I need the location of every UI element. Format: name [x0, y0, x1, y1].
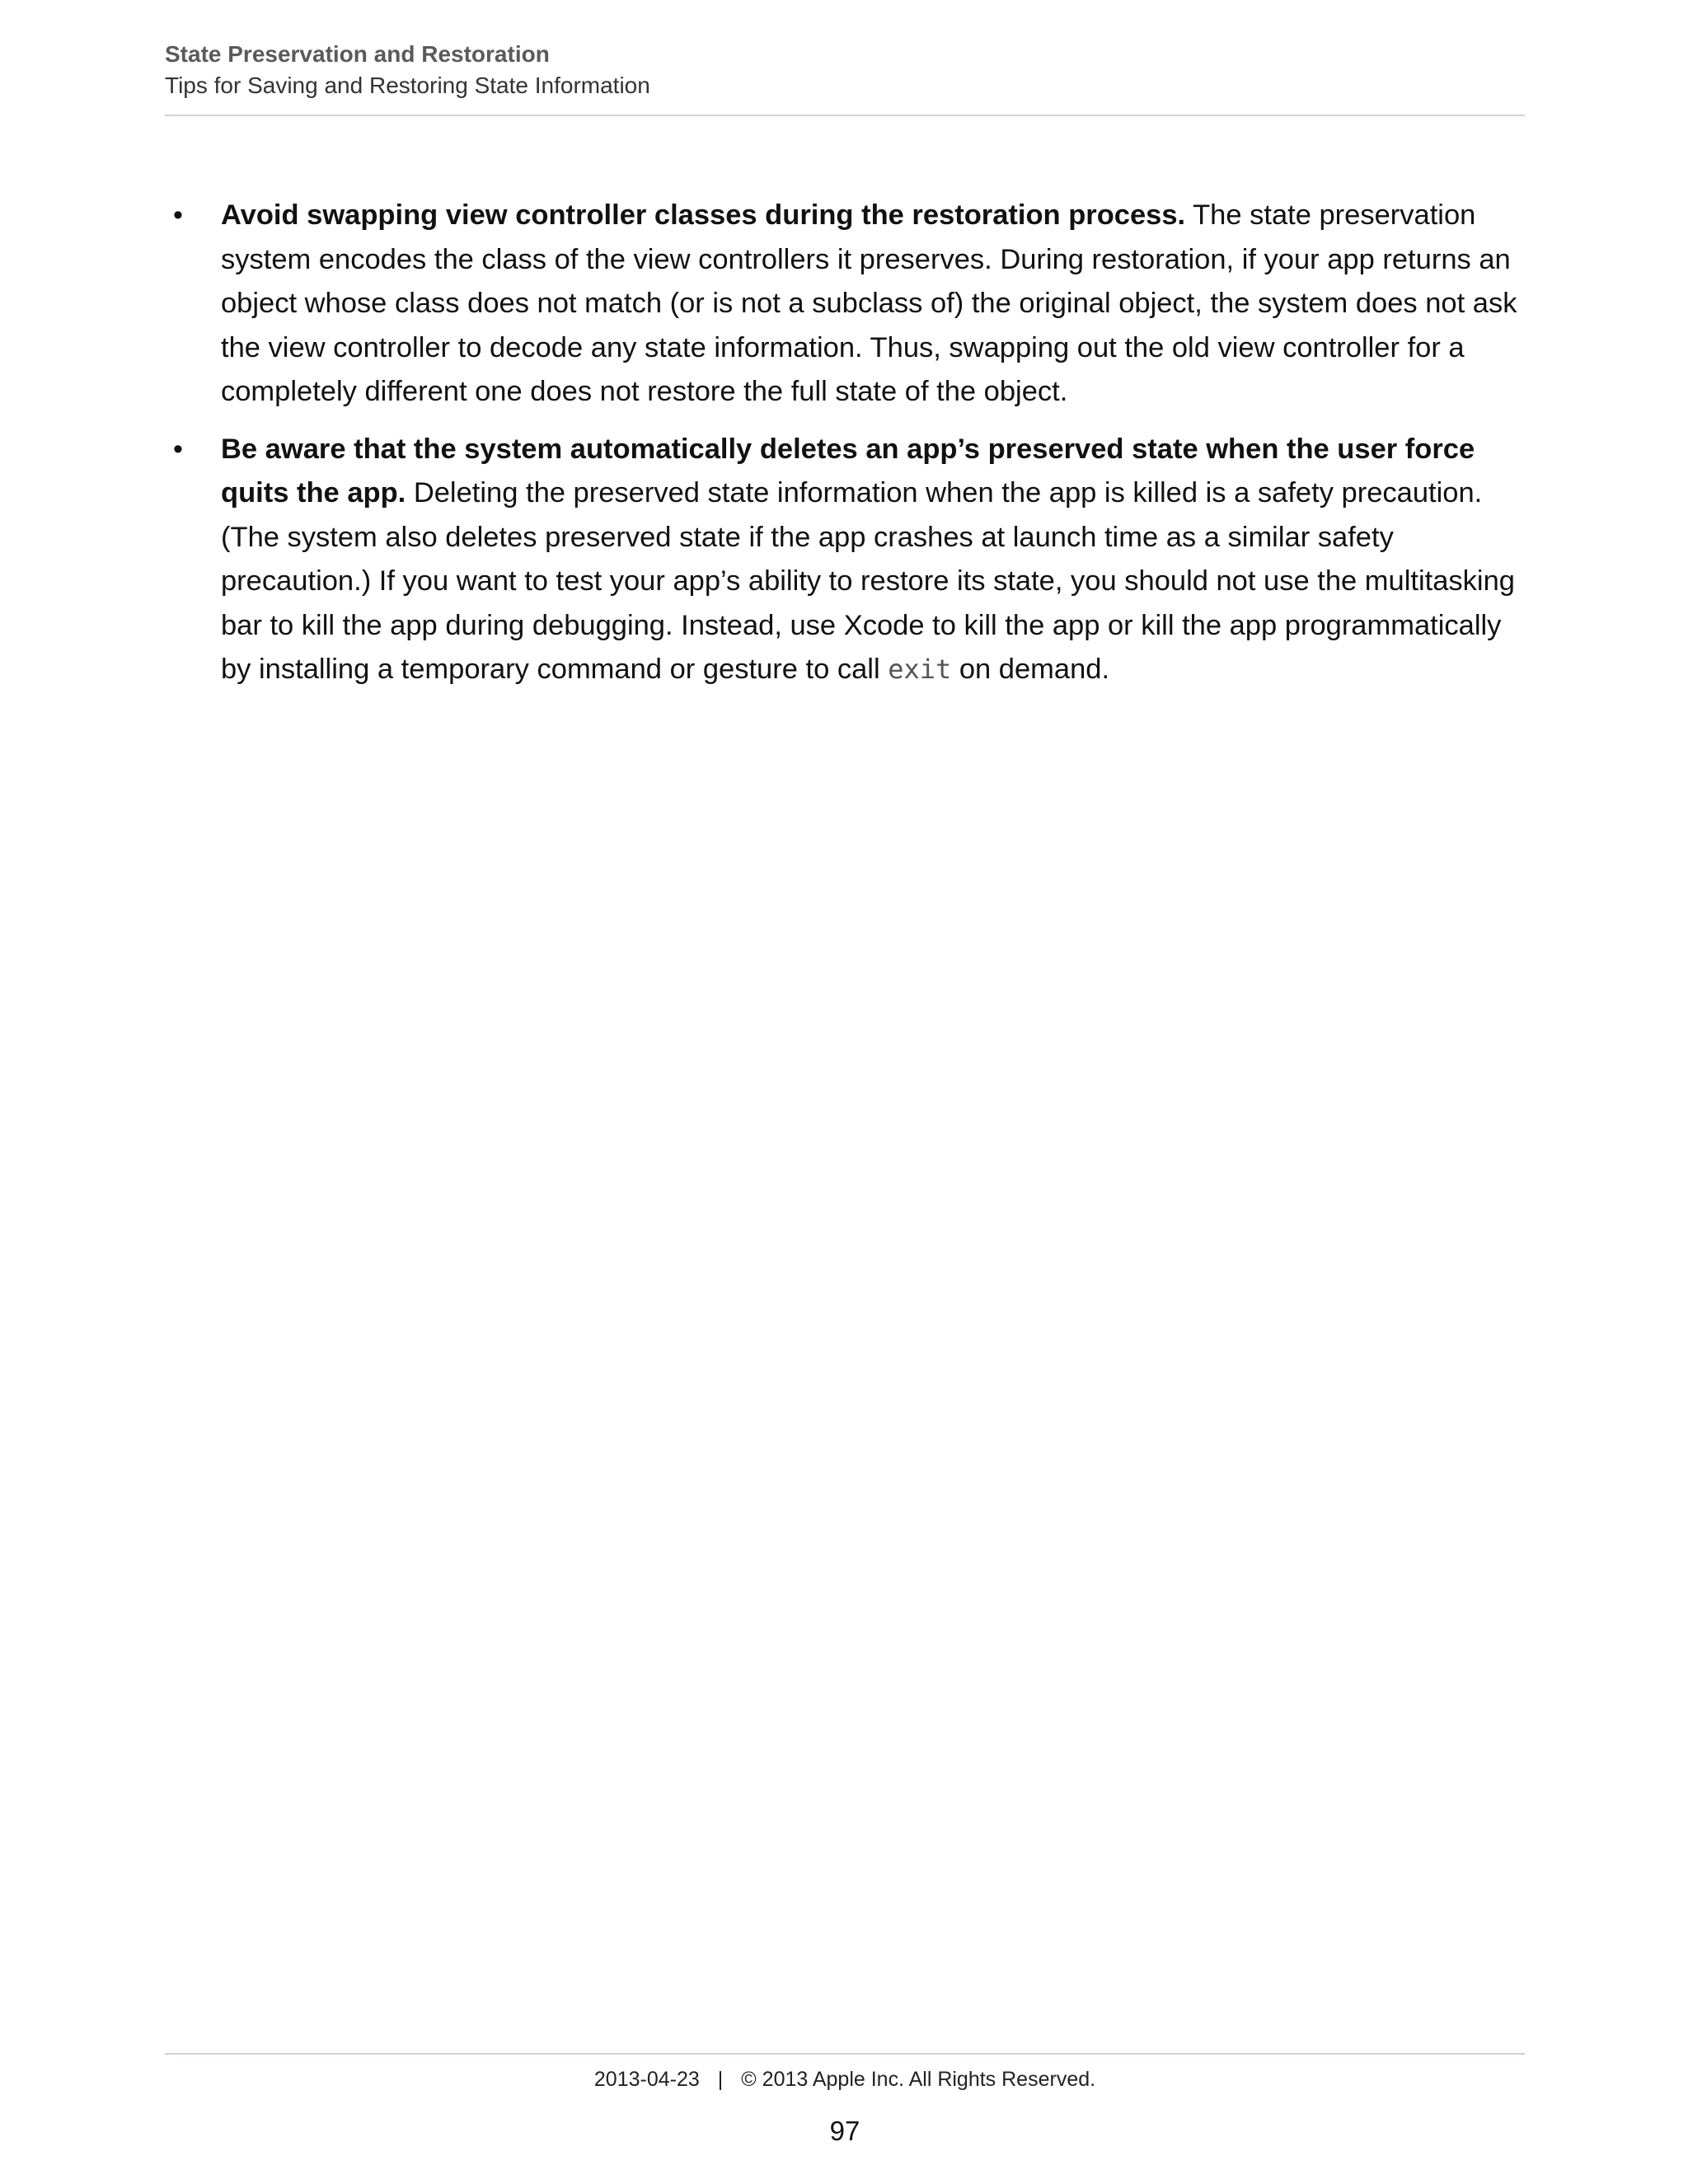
- inline-code: exit: [888, 654, 952, 685]
- page-content: [165, 194, 1525, 705]
- footer-separator: |: [717, 2068, 724, 2091]
- list-item: [165, 428, 1525, 692]
- bullet-lead-text: Be aware that the system automatically deletes an app’s preserved state when the user force quits the app.: [221, 433, 1475, 509]
- header-divider: [165, 115, 1525, 116]
- page-header: [165, 40, 1525, 102]
- bullet-body-text: The state preservation system encodes the class of the view controllers it preserves. During restoration, if your app returns an object whose class does not match (or is not a subclass of) the original object, the system does not ask the view controller to decode any state information. Thus, swapping out the old view controller for a completely different one does not restore the full state of the object.: [221, 199, 1517, 407]
- footer-copyright: © 2013 Apple Inc. All Rights Reserved.: [741, 2068, 1096, 2091]
- page-number: 97: [829, 2116, 860, 2146]
- list-item: [165, 194, 1525, 415]
- bullet-lead-text: Avoid swapping view controller classes during the restoration process.: [221, 199, 1186, 231]
- page-footer: [165, 2065, 1525, 2093]
- bullet-body-text: Deleting the preserved state information when the app is killed is a safety precaution. (The system also deletes preserved state if the app crashes at launch time as a similar safety precaution.) If you want to test your app’s ability to restore its state, you should not use the multitasking bar to kill the app during debugging. Instead, use Xcode to kill the app or kill the app programmatically by installing a temporary command or gesture to call: [221, 477, 1515, 685]
- chapter-title: State Preservation and Restoration: [165, 41, 550, 67]
- bullet-icon: •: [173, 199, 183, 231]
- tips-list: [165, 194, 1525, 692]
- section-title: Tips for Saving and Restoring State Information: [165, 73, 650, 98]
- footer-date: 2013-04-23: [593, 2068, 700, 2091]
- bullet-icon: •: [173, 433, 183, 465]
- footer-divider: [165, 2053, 1525, 2055]
- bullet-body-text-end: on demand.: [951, 654, 1110, 685]
